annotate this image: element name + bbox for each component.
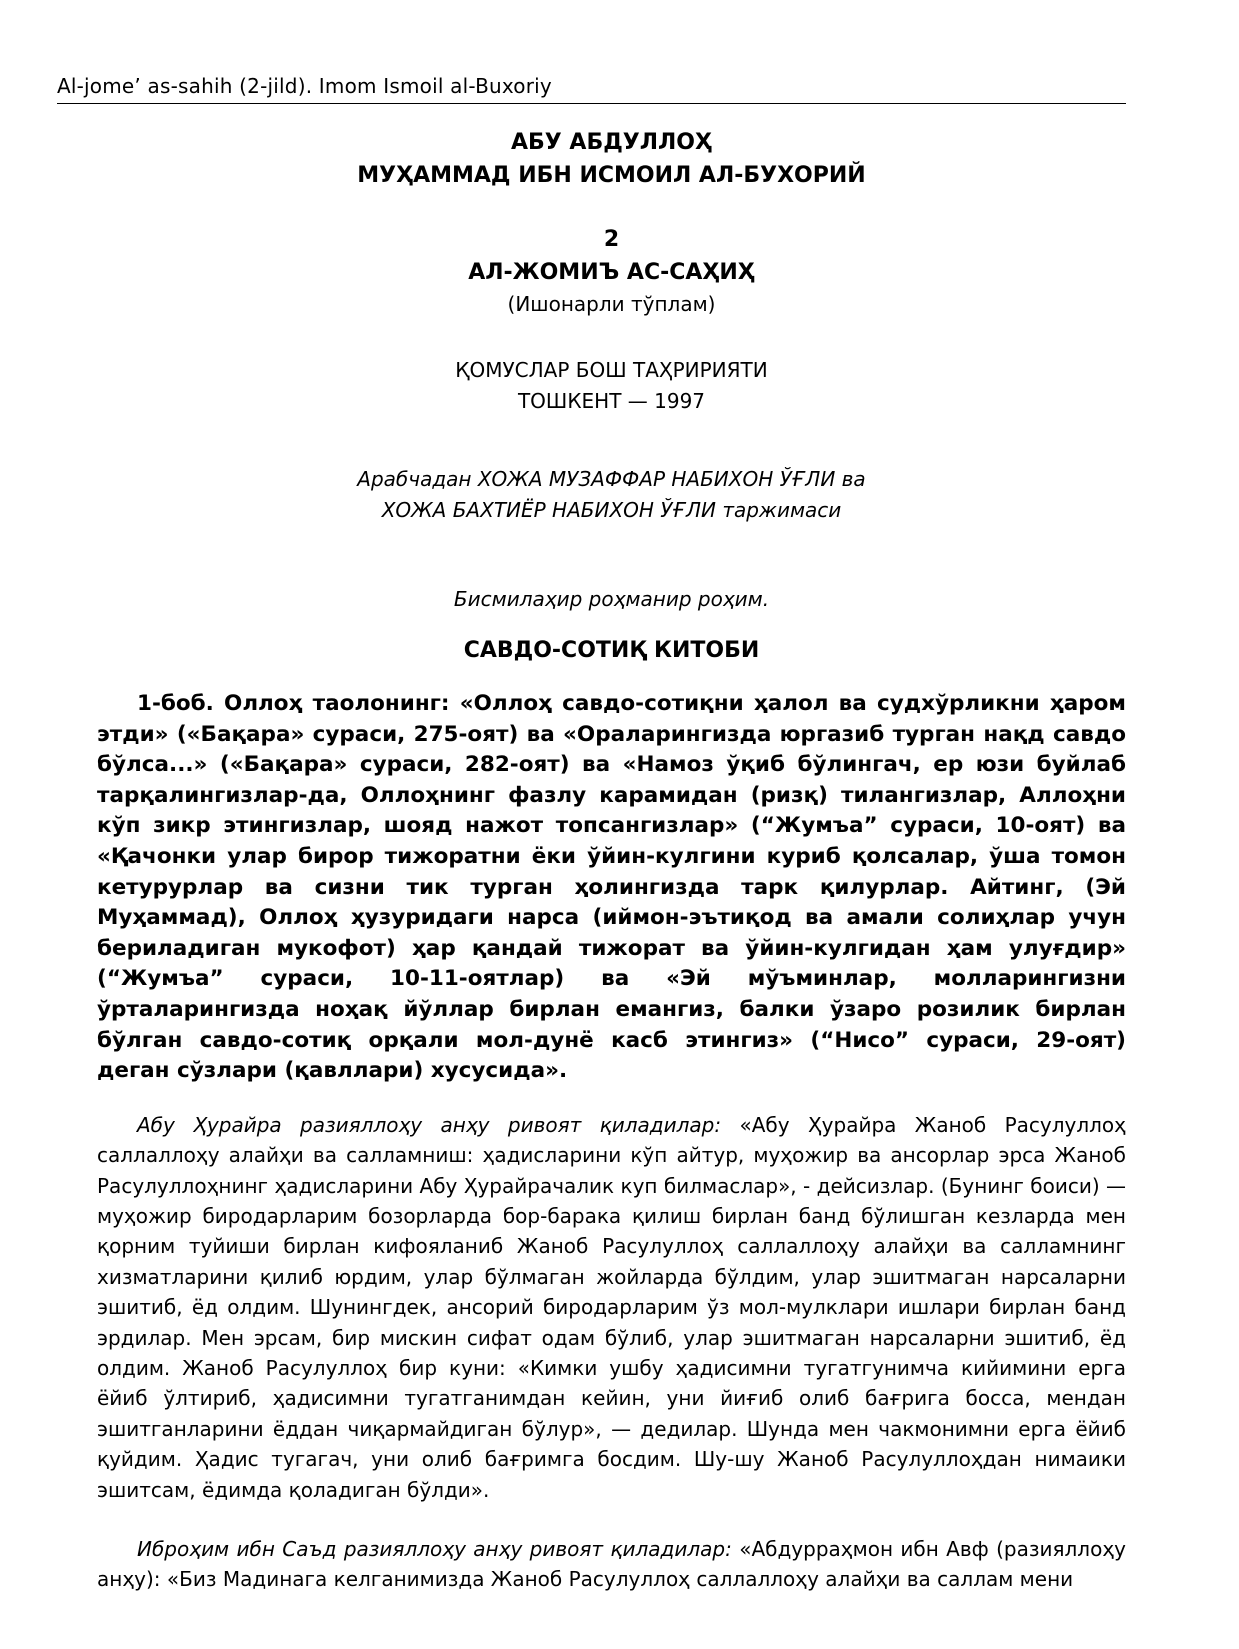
translator-info (97, 464, 1126, 526)
header-rule (57, 103, 1126, 104)
publication-place-year: ТОШКЕНТ — 1997 (517, 389, 706, 413)
basmala: Бисмилаҳир роҳманир роҳим. (453, 587, 770, 611)
book-title: АЛ-ЖОМИЪ АС-САҲИҲ (468, 260, 755, 285)
chapter-heading: 1-боб. Оллоҳ таолонинг: «Оллоҳ савдо-сотиқни ҳалол ва судхўрликни ҳаром этди» («Бақара» сураси, 275-оят) ва «Ораларингизда юргазиб турган нақд савдо бўлса...» («Бақара» сураси, 282-оят) ва «Намоз ўқиб бўлингач, ер юзи буйлаб тарқалингизлар-да, Оллоҳнинг фазлу карамидан (ризқ) тилангизлар, Аллоҳни кўп зикр этингизлар, шояд нажот топсангизлар» (“Жумъа” сураси, 10-оят) ва «Қачонки улар бирор тижоратни ёки ўйин-кулгини куриб қолсалар, ўша томон кетурурлар ва сизни тик турган ҳолингизда тарк қилурлар. Айтинг, (Эй Муҳаммад), Оллоҳ ҳузуридаги нарса (иймон-эътиқод ва амали солиҳлар учун бериладиган мукофот) ҳар қандай тижорат ва ўйин-кулгидан ҳам улуғдир» (“Жумъа” сураси, 10-11-оятлар) ва «Эй мўъминлар, молларингизни ўрталарингизда ноҳақ йўллар бирлан емангиз, балки ўзаро розилик бирлан бўлган савдо-сотиқ орқали мол-дунё касб этингиз» (“Нисо” сураси, 29-оят) деган сўзлари (қавллари) хусусида». (97, 691, 1126, 1084)
hadith-paragraph (97, 1110, 1126, 1505)
author-line-1: АБУ АБДУЛЛОҲ (511, 130, 712, 155)
volume-number: 2 (603, 227, 620, 252)
translator-line-1: Арабчадан ХОЖА МУЗАФФАР НАБИХОН ЎҒЛИ ва (357, 467, 866, 491)
book-subtitle: (Ишонарли тўплам) (507, 292, 716, 316)
publisher-info (97, 355, 1126, 417)
hadith-text: «Абу Ҳурайра Жаноб Расулуллоҳ саллаллоҳу алайҳи ва салламниш: ҳадисларини кўп айтур, муҳожир ва ансорлар эрса Жаноб Расулуллоҳнинг ҳадисларини Абу Ҳурайрачалик куп билмаслар», - дейсизлар. (Бунинг боиси) — муҳожир биродарларим бозорларда бор-барака қилиш бирлан банд бўлишган кезларда мен қорним туйиши бирлан кифояланиб Жаноб Расулуллоҳ саллаллоҳу алайҳи ва салламнинг хизматларини қилиб юрдим, улар бўлмаган жойларда бўлдим, улар эшитмаган нарсаларни эшитиб, ёд олдим. Шунингдек, ансорий биродарларим ўз мол-мулклари ишлари бирлан банд эрдилар. Мен эрсам, бир мискин сифат одам бўлиб, улар эшитмаган нарсаларни эшитиб, ёд олдим. Жаноб Расулуллоҳ бир куни: «Кимки ушбу ҳадисимни тугатгунимча кийимини ерга ёйиб ўлтириб, ҳадисимни тугатганимдан кейин, уни йиғиб олиб бағрига босса, мендан эшитганларини ёддан чиқармайдиган бўлур», — дедилар. Шунда мен чакмонимни ерга ёйиб қуйдим. Ҳадис тугагач, уни олиб бағримга босдим. Шу-шу Жаноб Расулуллоҳдан нимаики эшитсам, ёдимда қоладиган бўлди». (97, 1112, 1127, 1502)
author-line-2: МУҲАММАД ИБН ИСМОИЛ АЛ-БУХОРИЙ (357, 163, 866, 188)
publisher-name: ҚОМУСЛАР БОШ ТАҲРИРИЯТИ (455, 358, 768, 382)
narrator-attribution: Абу Ҳурайра разияллоҳу анҳу ривоят қиладилар: (137, 1112, 722, 1137)
hadith-paragraph (97, 1534, 1126, 1595)
narrator-attribution: Иброҳим ибн Саъд разияллоҳу анҳу ривоят қиладилар: (137, 1537, 732, 1561)
author-title (97, 126, 1126, 192)
running-header: Al-jome’ as-sahih (2-jild). Imom Ismoil al-Buxoriy (57, 74, 552, 98)
hadith-text: «Абдурраҳмон ибн Авф (разияллоҳу анҳу): «Биз Мадинага келганимизда Жаноб Расулуллоҳ саллаллоҳу алайҳи ва саллам мени (97, 1537, 1126, 1592)
section-title: САВДО-СОТИҚ КИТОБИ (463, 638, 760, 663)
volume-title (97, 223, 1126, 319)
page-content (57, 126, 1126, 1595)
translator-line-2: ХОЖА БАХТИЁР НАБИХОН ЎҒЛИ таржимаси (381, 498, 842, 522)
